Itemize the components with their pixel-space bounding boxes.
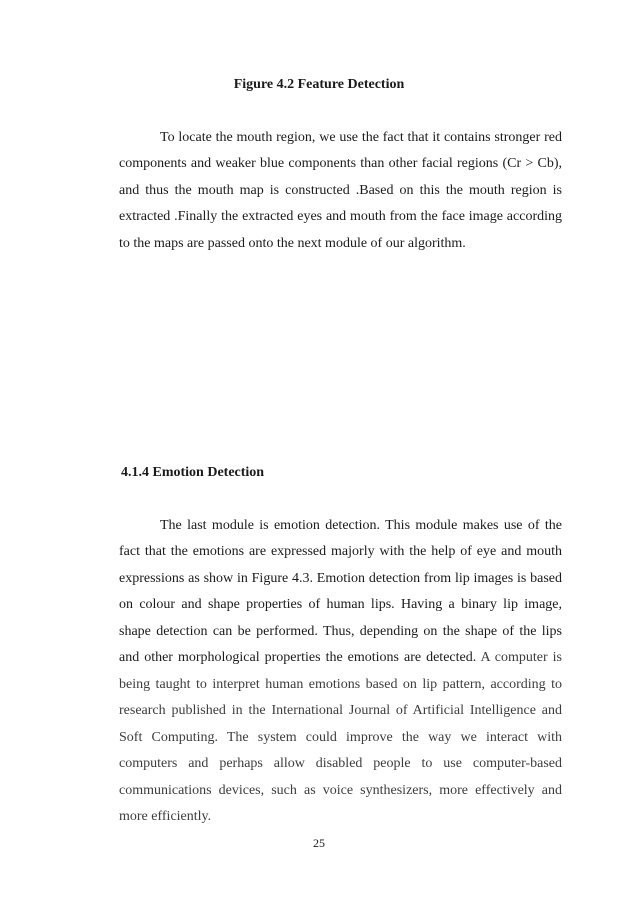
paragraph-emotion-detection (119, 513, 562, 830)
paragraph-emotion-quoted: A computer is being taught to interpret human emotions based on lip pattern, according to research published in the International Journal of Artificial Intelligence and Soft Computing. The system could improve the way we interact with computers and perhaps allow disabled people to use computer-based communications devices, such as voice synthesizers, more effectively and more efficiently. (119, 650, 562, 824)
paragraph-mouth-region: To locate the mouth region, we use the fact that it contains stronger red components and weaker blue components than other facial regions (Cr > Cb), and thus the mouth map is constructed .Based on this the mouth region is extracted .Finally the extracted eyes and mouth from the face image according to the maps are passed onto the next module of our algorithm. (119, 130, 562, 251)
section-heading: 4.1.4 Emotion Detection (121, 465, 265, 480)
paragraph-emotion-main: The last module is emotion detection. This module makes use of the fact that the emotions are expressed majorly with the help of eye and mouth expressions as show in Figure 4.3. Emotion detection from lip images is based on colour and shape properties of human lips. Having a binary lip image, shape detection can be performed. Thus, depending on the shape of the lips and other morphological properties the emotions are detected. (119, 518, 562, 666)
page-number: 25 (313, 836, 325, 850)
figure-caption: Figure 4.2 Feature Detection (233, 77, 405, 92)
